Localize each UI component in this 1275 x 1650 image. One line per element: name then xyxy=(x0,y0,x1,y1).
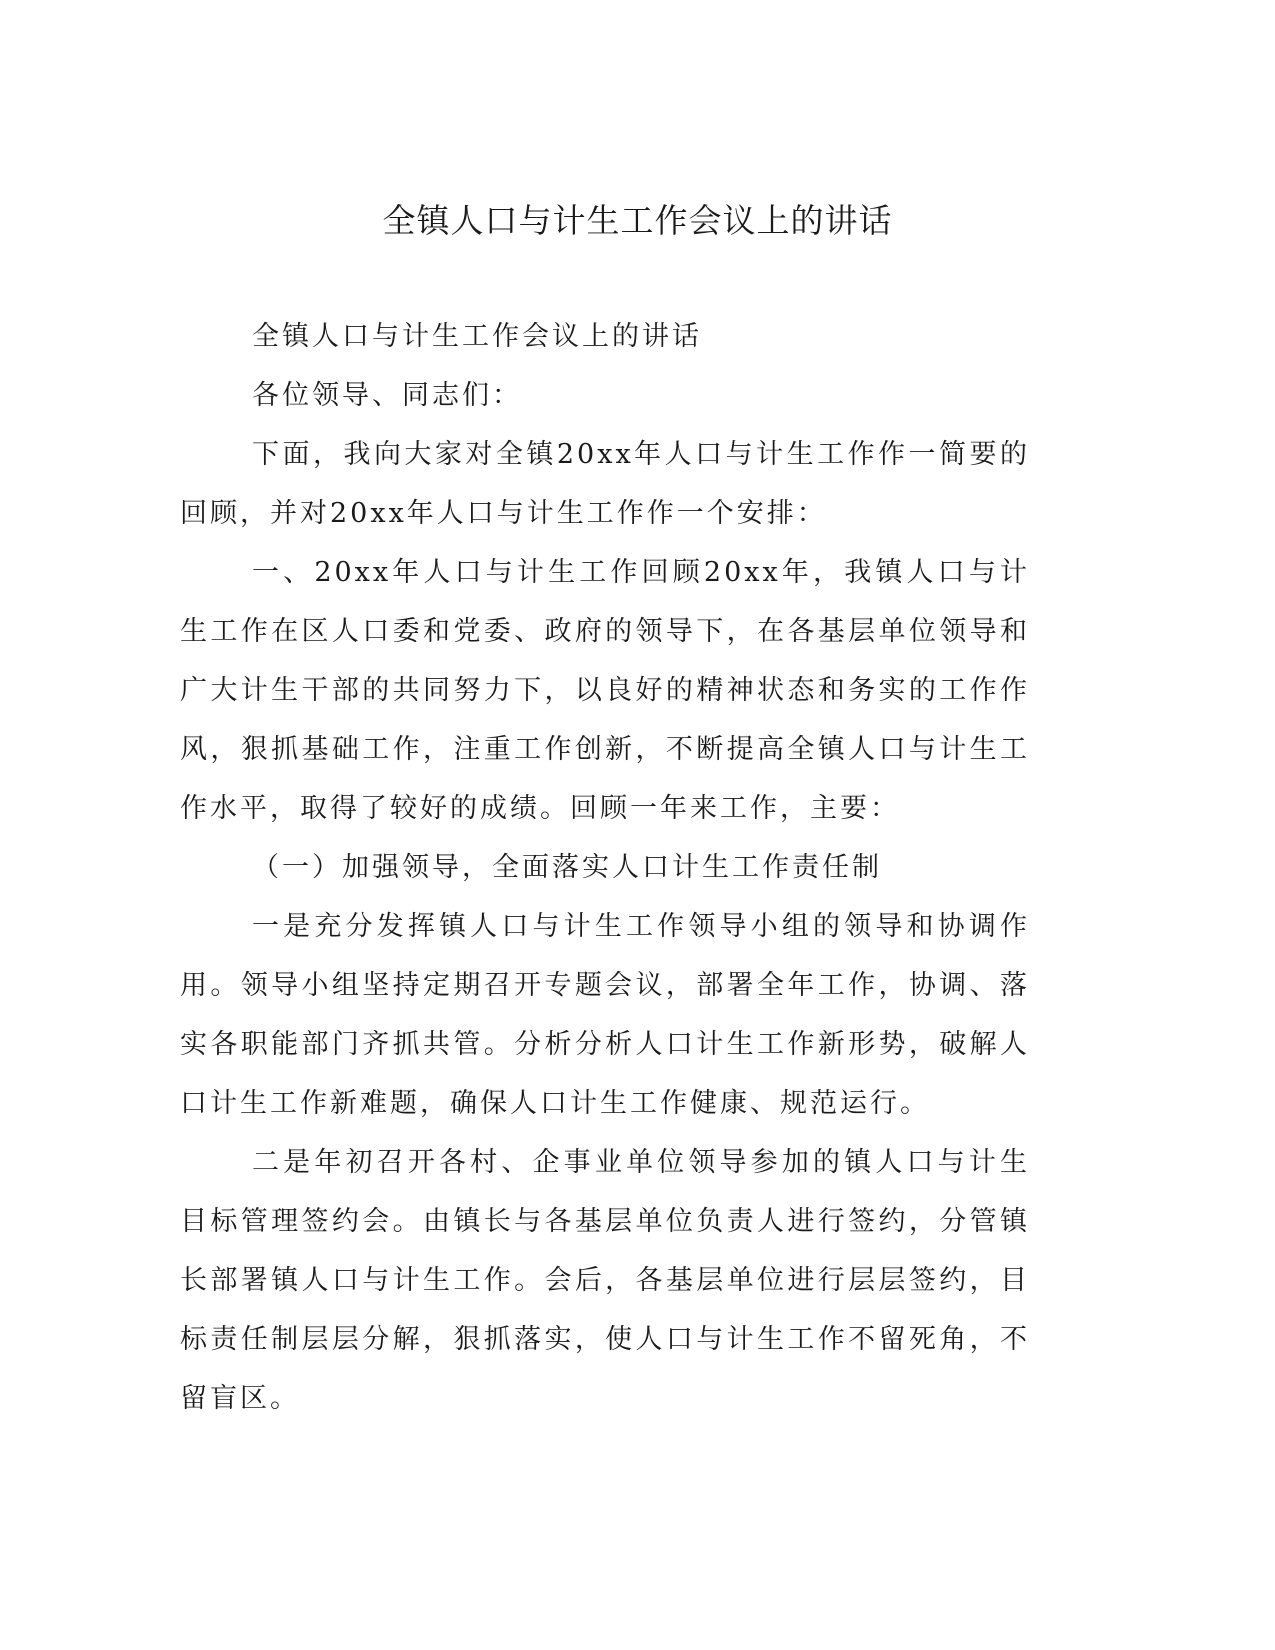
section-heading: （一）加强领导，全面落实人口计生工作责任制 xyxy=(252,852,882,883)
paragraph-subtitle: 全镇人口与计生工作会议上的讲话 xyxy=(252,321,702,352)
paragraph-intro: 下面，我向大家对全镇20xx年人口与计生工作作一简要的回顾，并对20xx年人口与计生工作作一个安排： xyxy=(180,439,1030,529)
document-title: 全镇人口与计生工作会议上的讲话 xyxy=(382,201,893,240)
paragraph-review: 一、20xx年人口与计生工作回顾20xx年，我镇人口与计生工作在区人口委和党委、政府的领导下，在各基层单位领导和广大计生干部的共同努力下，以良好的精神状态和务实的工作作风，狠抓基础工作，注重工作创新，不断提高全镇人口与计生工作水平，取得了较好的成绩。回顾一年来工作，主要： xyxy=(180,557,1030,824)
paragraph-point-one: 一是充分发挥镇人口与计生工作领导小组的领导和协调作用。领导小组坚持定期召开专题会议，部署全年工作，协调、落实各职能部门齐抓共管。分析分析人口计生工作新形势，破解人口计生工作新难题，确保人口计生工作健康、规范运行。 xyxy=(180,911,1030,1119)
document-body xyxy=(180,307,1030,1428)
paragraph-point-two: 二是年初召开各村、企事业单位领导参加的镇人口与计生目标管理签约会。由镇长与各基层单位负责人进行签约，分管镇长部署镇人口与计生工作。会后，各基层单位进行层层签约，目标责任制层层分解，狠抓落实，使人口与计生工作不留死角，不留盲区。 xyxy=(180,1147,1030,1414)
paragraph-salutation: 各位领导、同志们： xyxy=(252,380,522,411)
